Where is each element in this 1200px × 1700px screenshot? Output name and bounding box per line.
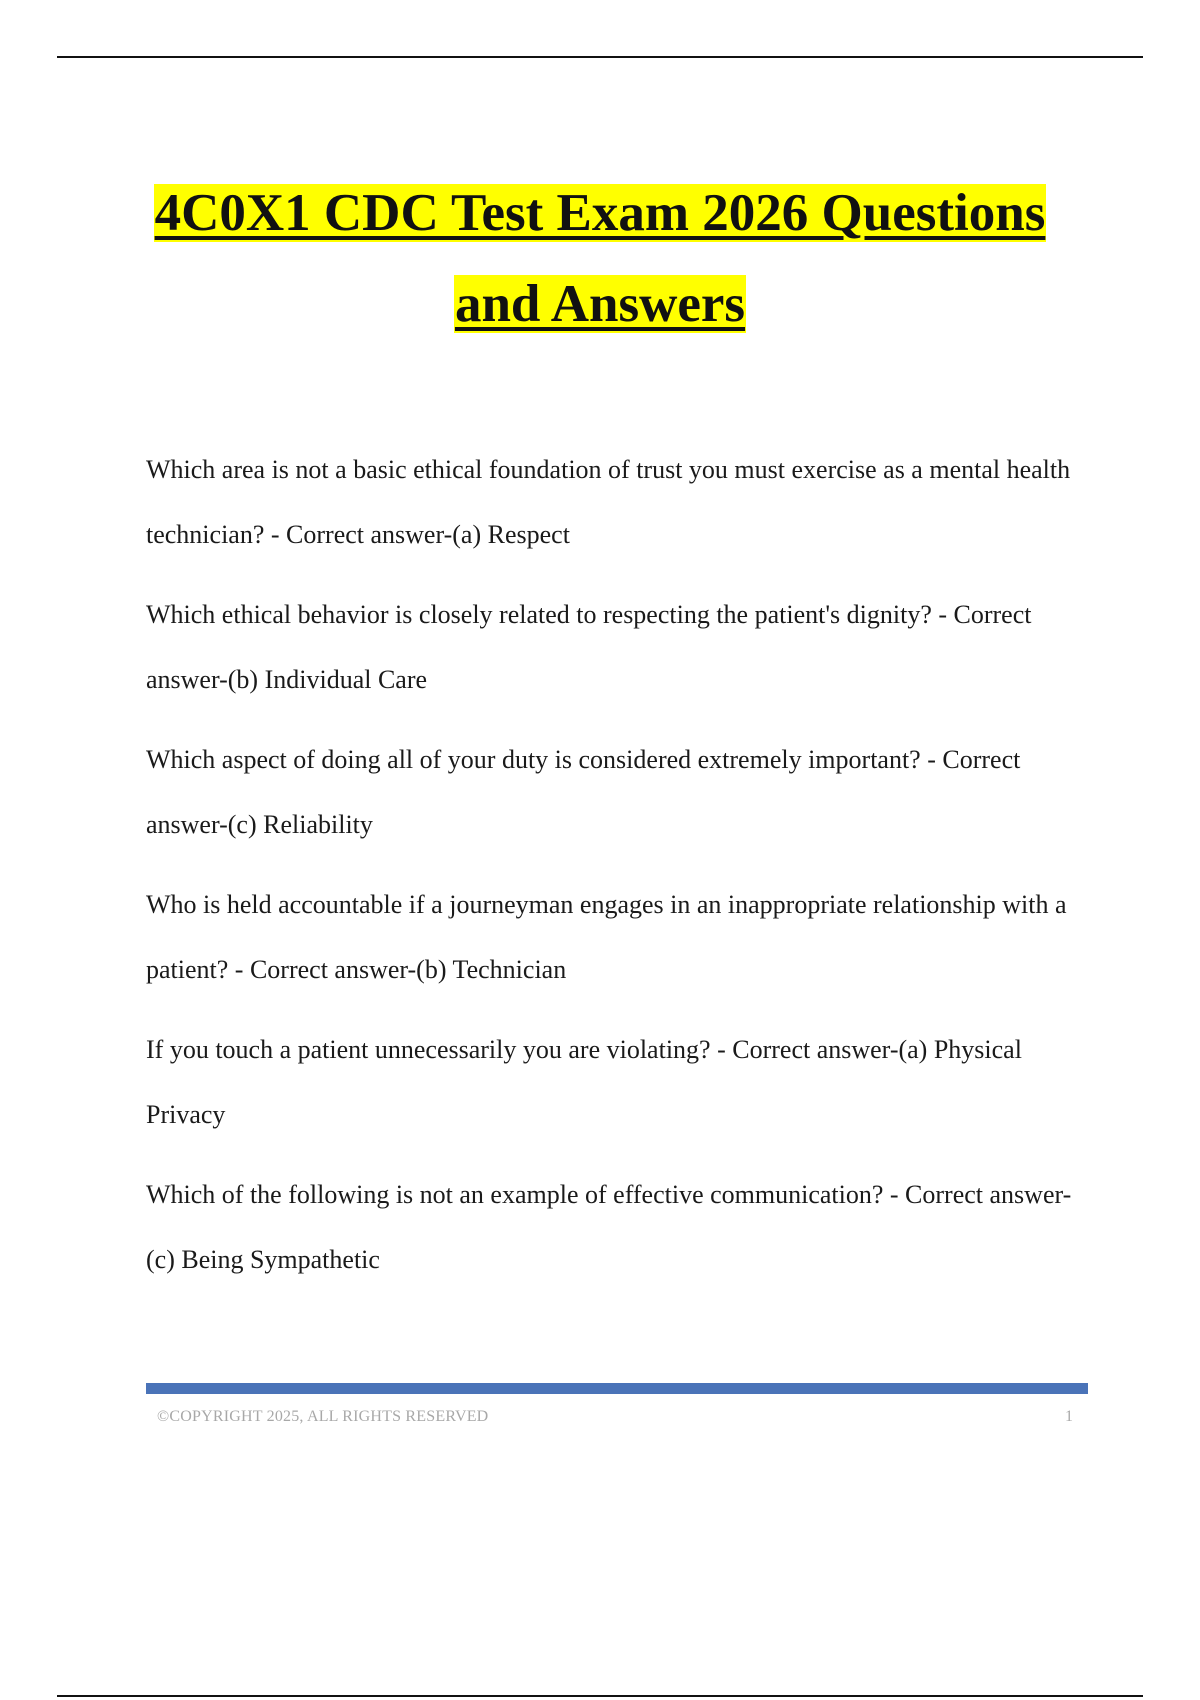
qa-item-5: If you touch a patient unnecessarily you are violating? - Correct answer-(a) Physical Privacy: [146, 1035, 1022, 1129]
qa-list: [146, 438, 1081, 1308]
qa-item-1: Which area is not a basic ethical foundation of trust you must exercise as a mental health technician? - Correct answer-(a) Respect: [146, 455, 1071, 549]
footer-bar: [146, 1383, 1088, 1394]
document-title: [100, 168, 1100, 350]
title-line-1-wrapper: [100, 168, 1100, 259]
page-number: 1: [1065, 1408, 1073, 1425]
title-line-2-wrapper: [100, 259, 1100, 350]
qa-item-4: Who is held accountable if a journeyman engages in an inappropriate relationship with a patient? - Correct answer-(b) Technician: [146, 890, 1067, 984]
qa-item-6: Which of the following is not an example of effective communication? - Correct answer-(c) Being Sympathetic: [146, 1180, 1072, 1274]
qa-item-2: Which ethical behavior is closely related to respecting the patient's dignity? - Correct answer-(b) Individual Care: [146, 600, 1032, 694]
page-bottom-rule: [57, 1695, 1143, 1697]
page-top-rule: [57, 56, 1143, 58]
title-line-2: and Answers: [454, 275, 746, 333]
qa-item-3: Which aspect of doing all of your duty is considered extremely important? - Correct answer-(c) Reliability: [146, 745, 1021, 839]
title-line-1: 4C0X1 CDC Test Exam 2026 Questions: [154, 184, 1046, 242]
footer-copyright: ©COPYRIGHT 2025, ALL RIGHTS RESERVED: [157, 1408, 489, 1425]
